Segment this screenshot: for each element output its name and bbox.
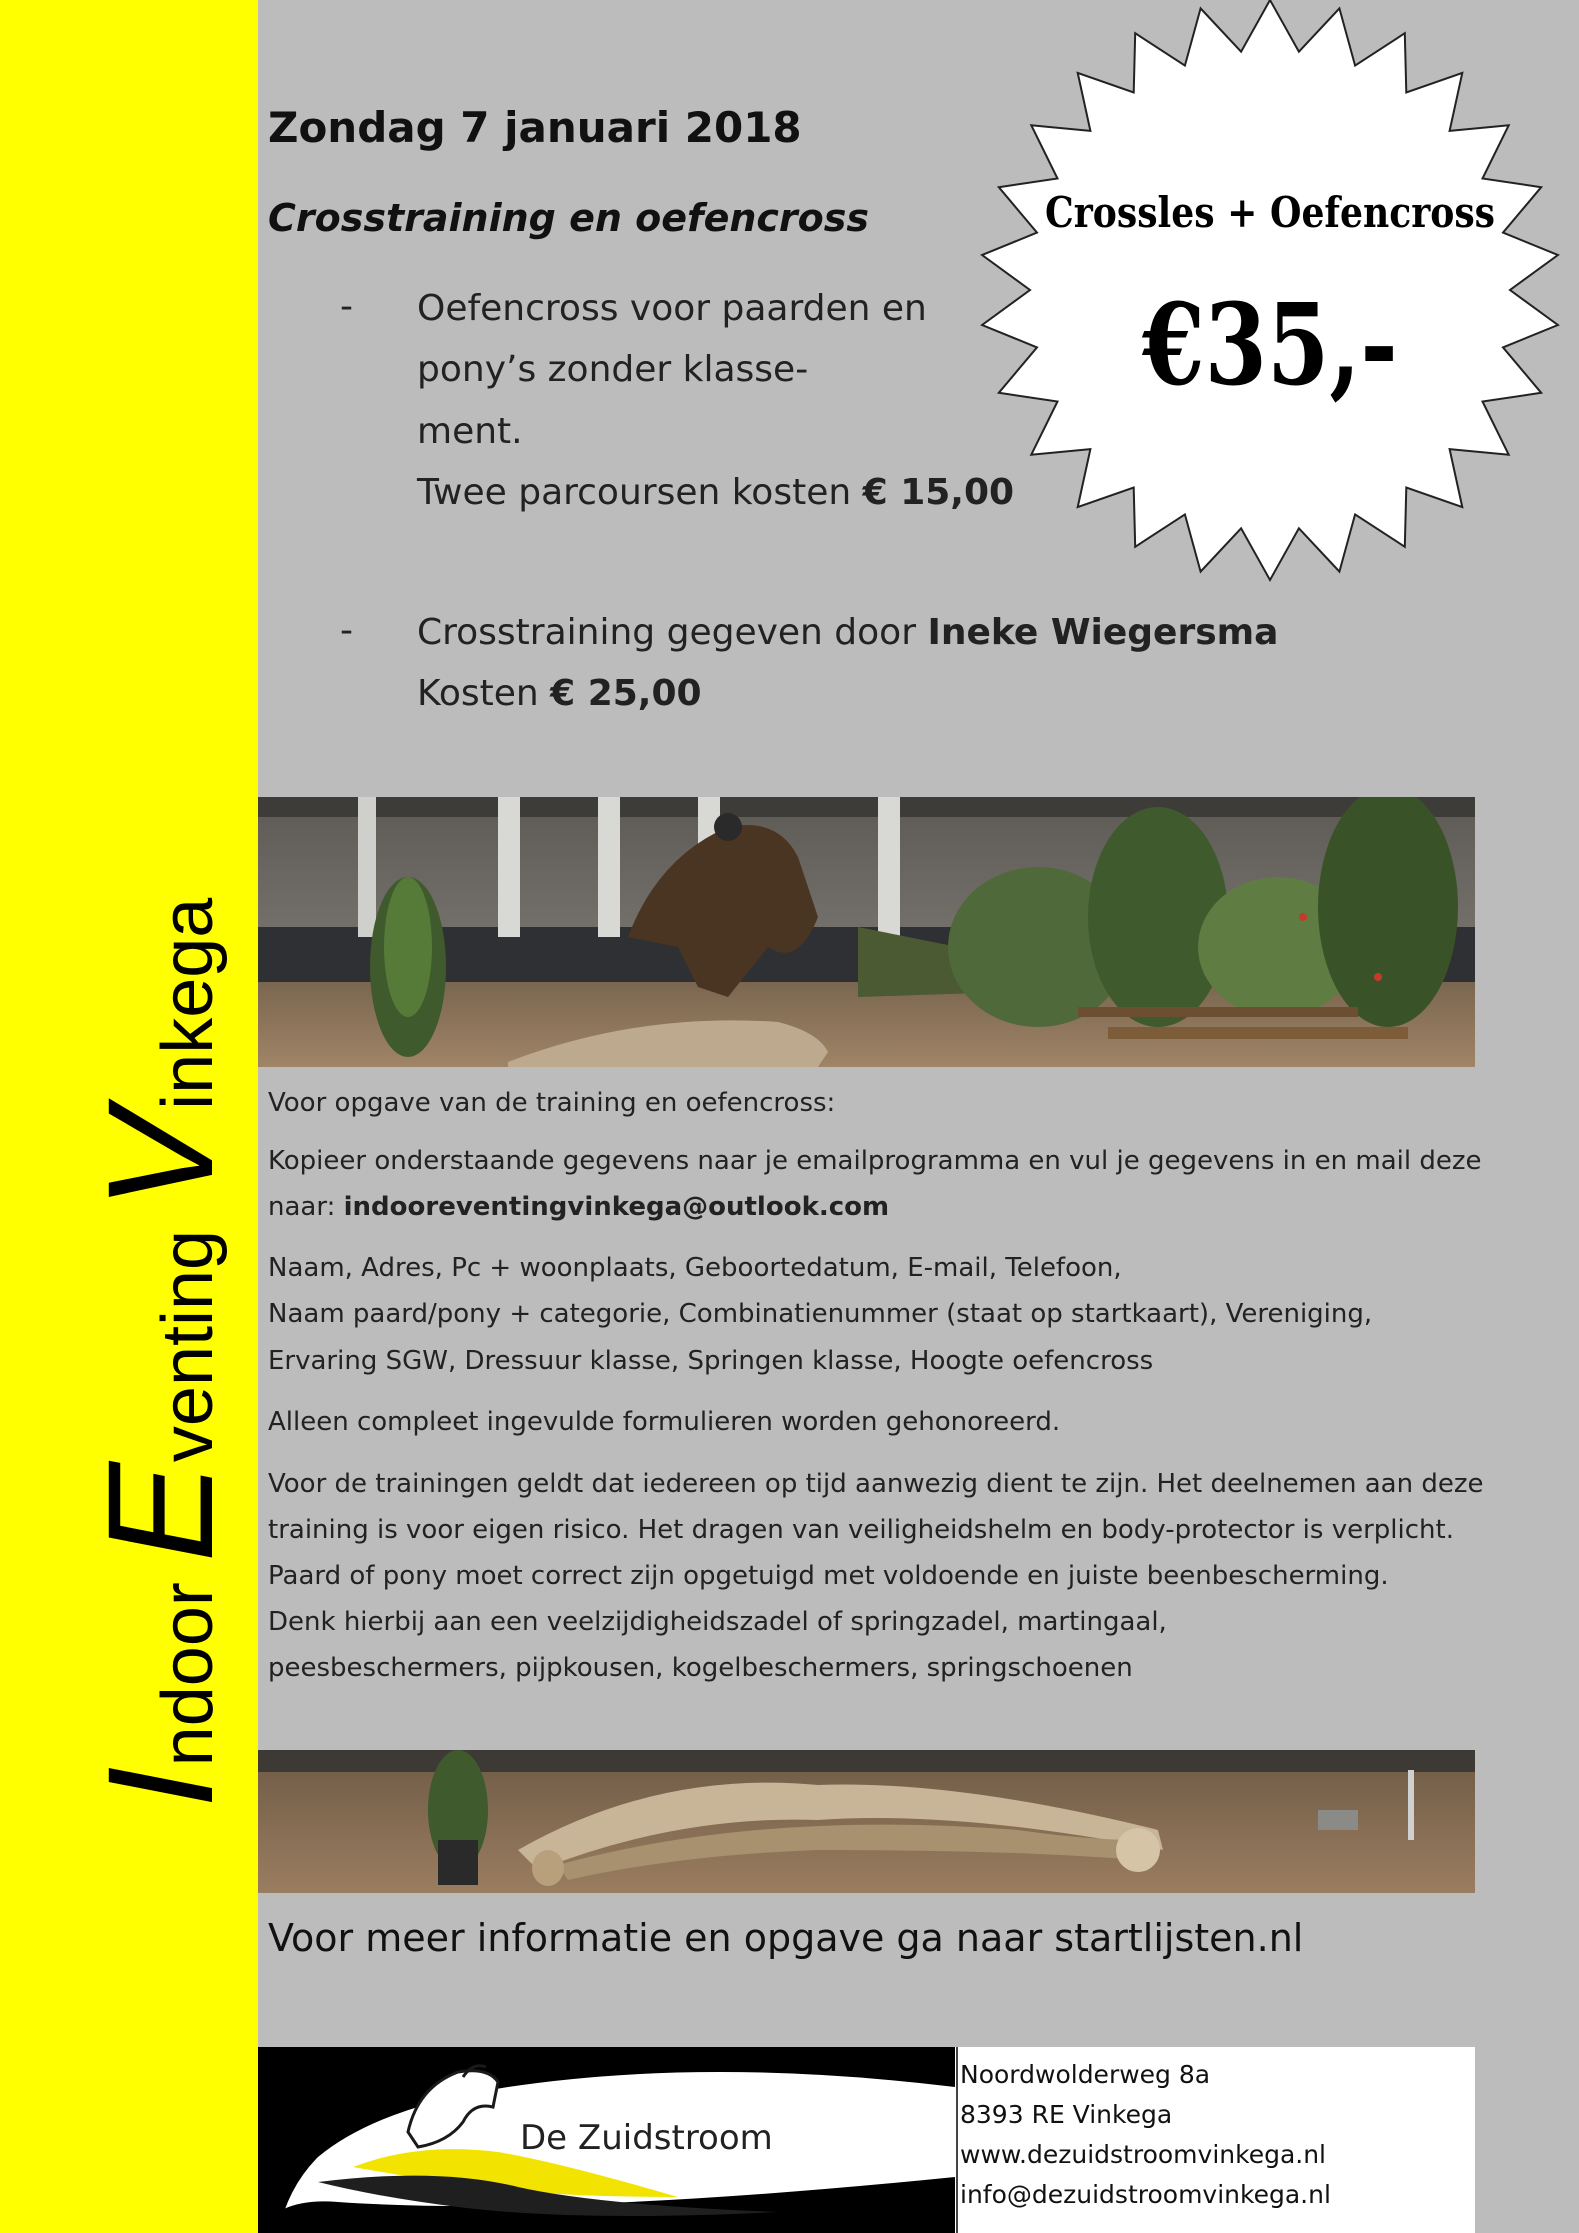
- rules-line-1: Voor de trainingen geldt dat iedereen op tijd aanwezig dient te zijn. Het deelnemen aan deze: [268, 1469, 1484, 1499]
- item-1-line-3: ment.: [417, 411, 523, 452]
- sidebar-title: [0, 0, 258, 2233]
- event-subtitle: Crosstraining en oefencross: [268, 196, 870, 240]
- item-2-price: € 25,00: [550, 673, 702, 714]
- item-1-line-4: Twee parcoursen kosten € 15,00: [417, 472, 1015, 513]
- item-1-line-2: pony’s zonder klasse-: [417, 349, 809, 390]
- title-initial-e: E: [76, 1462, 244, 1563]
- footer-divider: [956, 2047, 958, 2233]
- title-initial-v: V: [76, 1109, 244, 1210]
- address-street: Noordwolderweg 8a: [960, 2060, 1211, 2089]
- contact-email-link[interactable]: indooreventingvinkega@outlook.com: [343, 1192, 890, 1222]
- trainer-name: Ineke Wiegersma: [927, 612, 1279, 653]
- log-jump-photo: [258, 1750, 1475, 1893]
- footer-email-link[interactable]: info@dezuidstroomvinkega.nl: [960, 2180, 1331, 2209]
- item-2-line-2: Kosten € 25,00: [417, 673, 702, 714]
- list-bullet: -: [340, 286, 353, 327]
- title-initial-i: I: [76, 1766, 244, 1808]
- rules-line-2: training is voor eigen risico. Het dragen van veiligheidshelm en body-protector is verplicht.: [268, 1515, 1454, 1545]
- rules-line-3: Paard of pony moet correct zijn opgetuigd met voldoende en juiste beenbescherming.: [268, 1561, 1389, 1591]
- fields-line-1: Naam, Adres, Pc + woonplaats, Geboortedatum, E-mail, Telefoon,: [268, 1253, 1122, 1283]
- item-2-line-1: Crosstraining gegeven door Ineke Wiegersma: [417, 612, 1279, 653]
- item-1-line-1: Oefencross voor paarden en: [417, 288, 927, 329]
- title-word-vinkega: inkega: [148, 897, 228, 1110]
- rules-line-4: Denk hierbij aan een veelzijdigheidszadel of springzadel, martingaal,: [268, 1607, 1167, 1637]
- copy-instruction: Kopieer onderstaande gegevens naar je emailprogramma en vul je gegevens in en mail deze: [268, 1146, 1482, 1176]
- logo-text: De Zuidstroom: [520, 2118, 773, 2158]
- intro-text: Voor opgave van de training en oefencross:: [268, 1088, 836, 1118]
- event-date: Zondag 7 januari 2018: [268, 103, 802, 152]
- fields-line-2: Naam paard/pony + categorie, Combinatienummer (staat op startkaart), Vereniging,: [268, 1299, 1373, 1329]
- more-info-text: Voor meer informatie en opgave ga naar startlijsten.nl: [268, 1916, 1304, 1960]
- rules-line-5: peesbeschermers, pijpkousen, kogelbeschermers, springschoenen: [268, 1653, 1133, 1683]
- badge-title: Crossles + Oefencross: [1044, 188, 1495, 237]
- address-city: 8393 RE Vinkega: [960, 2100, 1173, 2129]
- item-1-price: € 15,00: [862, 472, 1015, 513]
- badge-price: €35,-: [1142, 280, 1398, 411]
- list-bullet: -: [340, 610, 353, 651]
- svg-text:Indoor Eventing Vinkega: [76, 897, 244, 1808]
- email-line: naar: indooreventingvinkega@outlook.com: [268, 1192, 890, 1222]
- complete-note: Alleen compleet ingevulde formulieren worden gehonoreerd.: [268, 1407, 1061, 1437]
- jumping-horse-photo: [258, 797, 1475, 1067]
- fields-line-3: Ervaring SGW, Dressuur klasse, Springen klasse, Hoogte oefencross: [268, 1346, 1154, 1376]
- title-word-indoor: ndoor: [148, 1562, 228, 1767]
- title-word-eventing: venting: [148, 1209, 228, 1463]
- website-link[interactable]: www.dezuidstroomvinkega.nl: [960, 2140, 1327, 2169]
